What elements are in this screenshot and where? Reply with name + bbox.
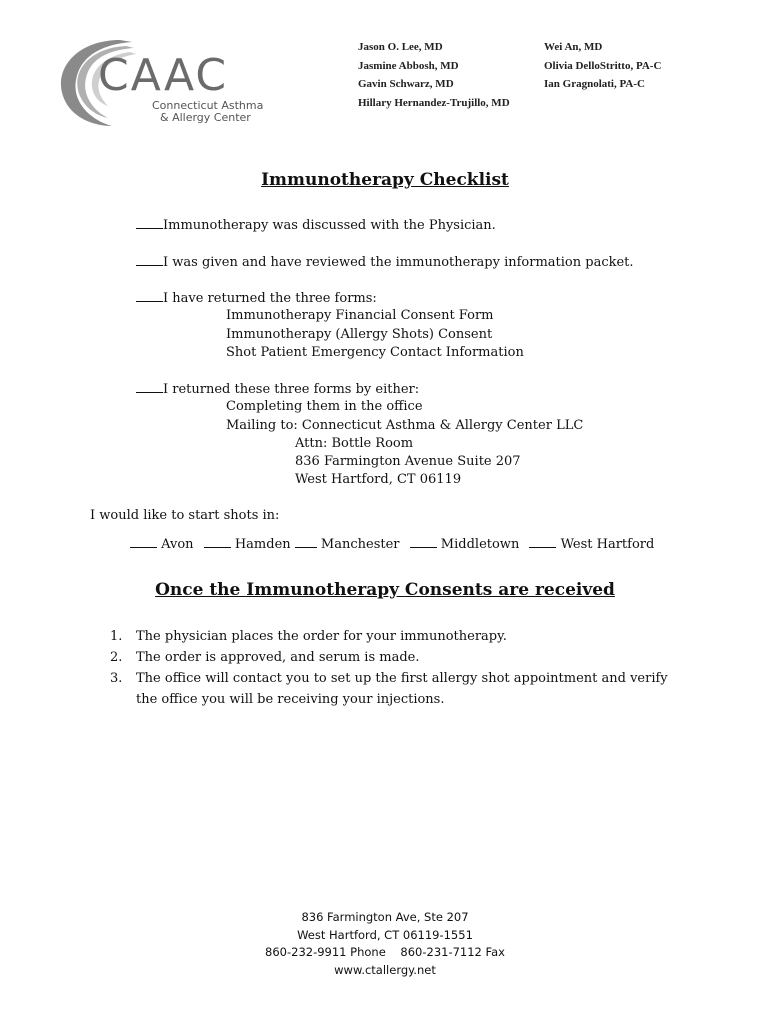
step-text: The office will contact you to set up the first allergy shot appointment and verify the office you will be receiving your injections. [136,671,668,707]
form-name: Immunotherapy (Allergy Shots) Consent [226,327,493,342]
footer-address-line: 836 Farmington Ave, Ste 207 [301,910,469,924]
step-number: 3. [110,671,123,686]
provider-name: Ian Gragnolati, PA-C [544,78,645,90]
provider-list-left [358,38,510,112]
footer-website[interactable]: www.ctallergy.net [334,962,436,977]
mailing-address-line: 836 Farmington Avenue Suite 207 [295,454,521,469]
svg-text:& Allergy Center: & Allergy Center [160,111,251,124]
provider-name: Jason O. Lee, MD [358,41,443,53]
provider-name: Gavin Schwarz, MD [358,78,454,90]
checklist-item-returned [136,381,419,397]
step-text: The order is approved, and serum is made. [136,650,420,665]
start-location-prompt: I would like to start shots in: [90,508,280,523]
checklist-item-discussed [136,217,496,233]
checklist-item-label: I returned these three forms by either: [163,382,420,397]
footer-address-line: West Hartford, CT 06119-1551 [297,927,473,942]
provider-name: Jasmine Abbosh, MD [358,59,459,72]
checkbox-blank[interactable] [136,254,163,266]
location-label: Manchester [320,537,400,552]
list-item [110,668,690,710]
checklist-item-packet [136,254,634,270]
svg-text:CAAC: CAAC [98,50,229,101]
checkbox-blank[interactable] [136,290,163,302]
section-title: Once the Immunotherapy Consents are received [155,580,615,600]
step-number: 2. [110,650,123,665]
footer-phone-fax [0,944,770,962]
list-item [110,626,690,647]
location-label: Middletown [440,537,520,552]
caac-swoosh-icon [50,36,290,128]
checklist-item-label: I have returned the three forms: [163,291,377,306]
mailing-address-line: West Hartford, CT 06119 [295,472,462,487]
footer-phone: 860-232-9911 Phone [265,945,386,959]
mailing-address-line: Attn: Bottle Room [295,436,414,451]
checkbox-blank[interactable] [136,217,163,229]
steps-list [110,626,690,710]
checkbox-blank[interactable] [136,381,163,393]
location-blank-manchester[interactable] [295,536,317,548]
provider-name: Olivia DelloStritto, PA-C [544,59,662,72]
location-blank-hamden[interactable] [204,536,231,548]
provider-name: Hillary Hernandez-Trujillo, MD [358,96,510,109]
page-title: Immunotherapy Checklist [261,170,509,190]
location-label: West Hartford [560,537,655,552]
list-item [110,647,690,668]
location-blank-middletown[interactable] [410,536,437,548]
checklist-item-forms [136,290,377,306]
return-method: Completing them in the office [226,399,423,414]
footer-fax: 860-231-7112 Fax [400,945,505,959]
checklist-item-label: I was given and have reviewed the immunotherapy information packet. [163,255,634,270]
location-label: Hamden [234,537,291,552]
footer-contact [0,909,770,979]
form-name: Immunotherapy Financial Consent Form [226,308,494,323]
provider-list-right [544,38,661,94]
return-method: Mailing to: Connecticut Asthma & Allergy Center LLC [226,418,584,433]
step-text: The physician places the order for your immunotherapy. [136,629,507,644]
location-label: Avon [161,537,194,552]
location-blank-west-hartford[interactable] [529,536,556,548]
step-number: 1. [110,629,123,644]
svg-text:Connecticut Asthma: Connecticut Asthma [152,99,264,112]
location-blank-avon[interactable] [130,536,157,548]
checklist-item-label: Immunotherapy was discussed with the Physician. [163,218,496,233]
form-name: Shot Patient Emergency Contact Information [226,345,524,360]
caac-logo [50,36,290,128]
location-options [130,536,654,552]
provider-name: Wei An, MD [544,41,603,53]
